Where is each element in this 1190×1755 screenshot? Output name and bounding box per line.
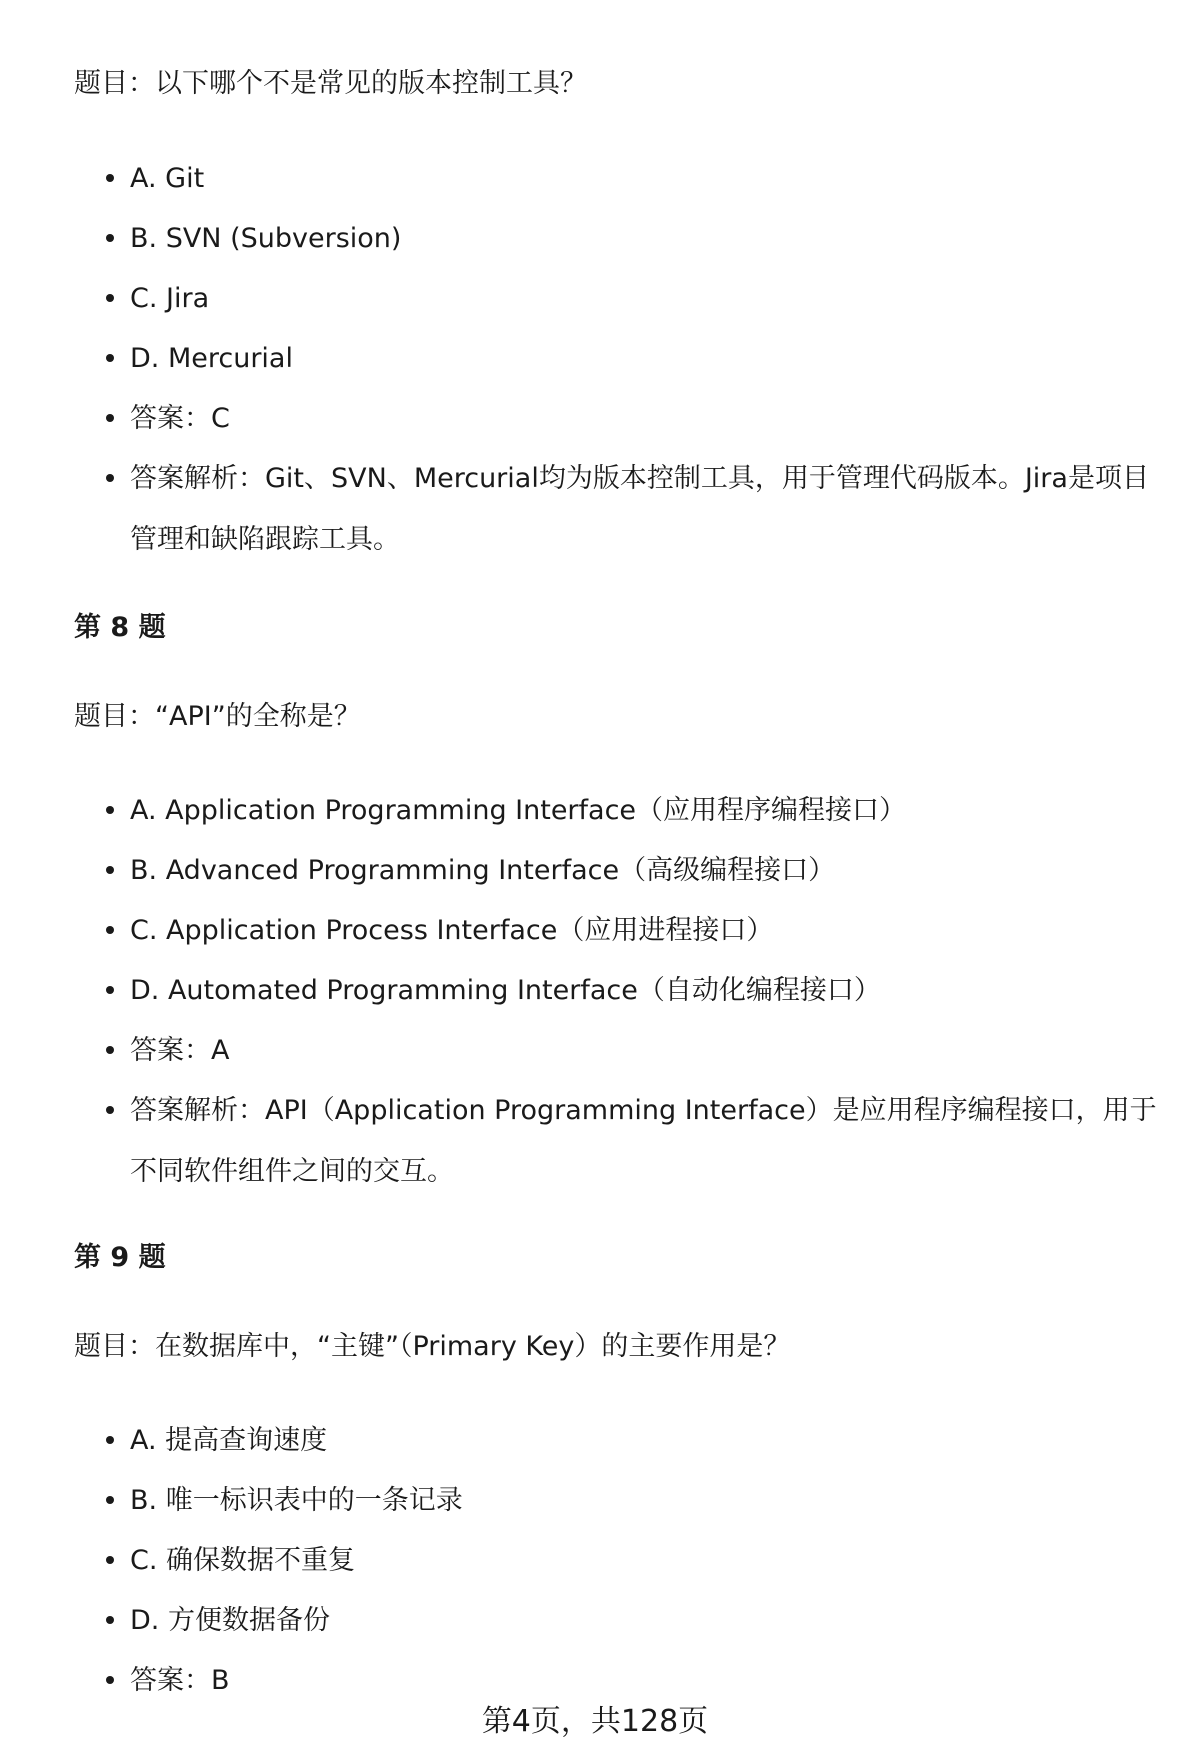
bullet xyxy=(106,174,114,182)
bullet xyxy=(106,1436,114,1444)
bullet xyxy=(106,1046,114,1054)
question-9-answer: 答案：B xyxy=(130,1650,1170,1711)
bullet xyxy=(106,1556,114,1564)
question-9-heading: 第 9 题 xyxy=(74,1242,166,1273)
question-7-option-d: D. Mercurial xyxy=(130,328,1170,389)
bullet xyxy=(106,1496,114,1504)
question-9-option-c: C. 确保数据不重复 xyxy=(130,1530,1170,1591)
question-8-heading: 第 8 题 xyxy=(74,612,166,643)
question-7-option-a: A. Git xyxy=(130,148,1170,209)
question-9-option-a: A. 提高查询速度 xyxy=(130,1410,1170,1471)
question-9-text: 题目：在数据库中，“主键”（Primary Key）的主要作用是？ xyxy=(74,1331,791,1362)
bullet xyxy=(106,866,114,874)
question-8-option-a: A. Application Programming Interface（应用程序编程接口） xyxy=(130,780,1170,841)
question-7-option-c: C. Jira xyxy=(130,268,1170,329)
question-7-answer: 答案：C xyxy=(130,388,1170,449)
question-9-option-b: B. 唯一标识表中的一条记录 xyxy=(130,1470,1170,1531)
question-8-option-d: D. Automated Programming Interface（自动化编程接口） xyxy=(130,960,1170,1021)
bullet xyxy=(106,926,114,934)
question-8-option-b: B. Advanced Programming Interface（高级编程接口） xyxy=(130,840,1170,901)
question-7-text: 题目：以下哪个不是常见的版本控制工具？ xyxy=(74,68,587,99)
bullet xyxy=(106,986,114,994)
question-9-option-d: D. 方便数据备份 xyxy=(130,1590,1170,1651)
bullet xyxy=(106,354,114,362)
bullet xyxy=(106,294,114,302)
bullet xyxy=(106,234,114,242)
bullet xyxy=(106,806,114,814)
question-7-explanation: 答案解析：Git、SVN、Mercurial均为版本控制工具，用于管理代码版本。Jira是项目管理和缺陷跟踪工具。 xyxy=(130,448,1170,570)
bullet xyxy=(106,1676,114,1684)
question-8-option-c: C. Application Process Interface（应用进程接口） xyxy=(130,900,1170,961)
question-7-option-b: B. SVN (Subversion) xyxy=(130,208,1170,269)
bullet xyxy=(106,1616,114,1624)
question-8-explanation: 答案解析：API（Application Programming Interface）是应用程序编程接口，用于不同软件组件之间的交互。 xyxy=(130,1080,1170,1202)
question-8-answer: 答案：A xyxy=(130,1020,1170,1081)
bullet xyxy=(106,414,114,422)
page-number: 第4页，共128页 xyxy=(481,1704,709,1739)
bullet xyxy=(106,474,114,482)
bullet xyxy=(106,1106,114,1114)
question-8-text: 题目：“API”的全称是？ xyxy=(74,701,361,732)
